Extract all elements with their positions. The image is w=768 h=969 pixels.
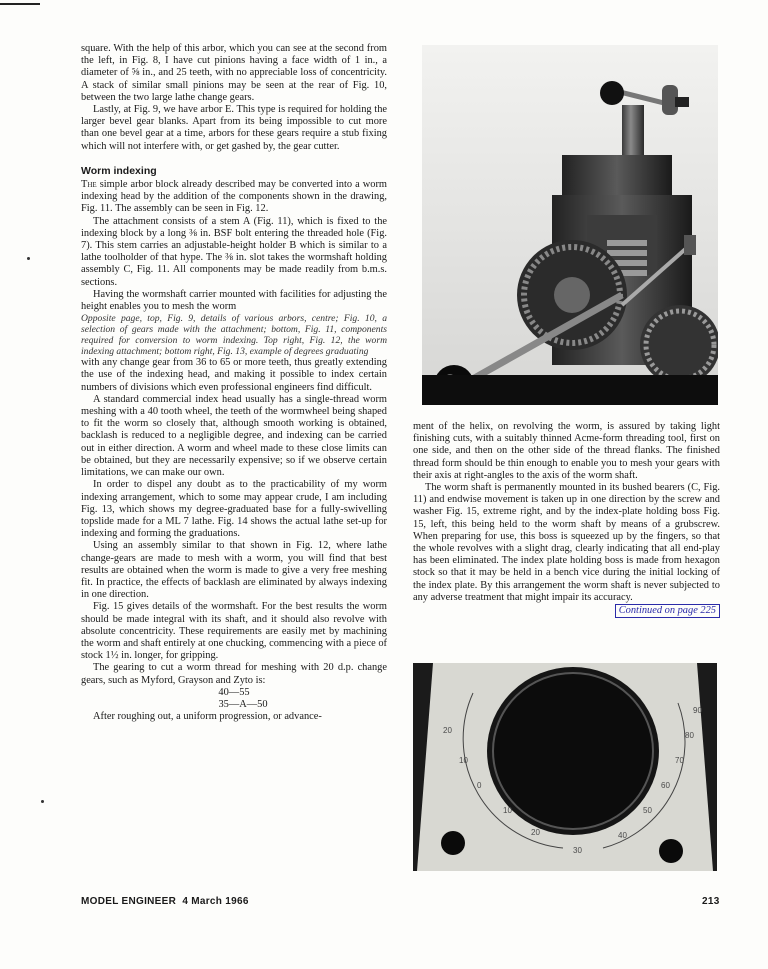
paragraph: In order to dispel any doubt as to the practicability of my worm indexing arrangement, which to some may appear crude, I am including Fig. 13, which shows my degree-graduated base for a fully-swivelling topslide made for a ML 7 lathe. Fig. 14 shows the actual lathe set-up for indexing and forming the graduations. xyxy=(81,479,387,540)
scale-label: 70 xyxy=(675,756,684,765)
paragraph: A standard commercial index head usually has a single-thread worm meshing with a 40 tooth wheel, the teeth of the wormwheel being shaped to fit the worm so closely that, although smooth working is obtained, backlash is reduced to a negligible degree, and indexing can be carried out in either direction. A worm and wheel made to these close limits can be obtained, but they are necessarily expensive; so if we observe certain limitations, we can make our own. xyxy=(81,393,387,479)
gear-train-line-2: 35—A—50 xyxy=(218,698,268,710)
paragraph: Lastly, at Fig. 9, we have arbor E. This type is required for holding the larger bevel gear blanks. Apart from its being impossible to cut more than one bevel gear at a time, arbors for these gears require a stub fixing which will not interfere with, or get gashed by, the gear cutter. xyxy=(81,104,387,152)
scale-label: 10 xyxy=(503,806,512,815)
paragraph: The worm shaft is permanently mounted in its bushed bearers (C, Fig. 11) and endwise movement is taken up in one direction by the screw and washer Fig. 15, extreme right, and by the index-plate holding boss Fig. 15, left, this being held to the worm shaft by means of a grubscrew. When preparing for use, this boss is squeezed up by the fingers, so that the whole revolves with a slight drag, clearly indicating that all end-play has been eliminated. The index plate holding boss is made from hexagon stock so that it may be held in a bench vice during the initial locking of the index plate. By this arrangement the worm shaft is never subjected to any adverse treatment that might impair its accuracy. xyxy=(413,482,720,603)
paragraph: The attachment consists of a stem A (Fig. 11), which is fixed to the indexing block by a long ⅜ in. BSF bolt entering the threaded hole (Fig. 7). This stem carries an adjustable-height holder B which is similar to a lathe toolholder of that hype. The ⅜ in. slot takes the wormshaft holding assembly C, Fig. 11. All components may be made readily from b.m.s. sections. xyxy=(81,215,387,288)
issue-date: 4 March 1966 xyxy=(182,896,249,907)
paragraph: Having the wormshaft carrier mounted with facilities for adjusting the height enables you to mesh the worm xyxy=(81,288,387,313)
scale-label: 20 xyxy=(443,726,452,735)
paragraph: Using an assembly similar to that shown in Fig. 12, where lathe change-gears are made to mesh with a worm, you will find that best results are obtained when the worm is made to give a very free meshing fit. In practice, the effects of backlash are eliminated by always indexing in one direction. xyxy=(81,540,387,601)
section-heading: Worm indexing xyxy=(81,164,157,177)
scale-label: 10 xyxy=(459,756,468,765)
page-number: 213 xyxy=(702,896,720,907)
left-column xyxy=(81,43,387,723)
magazine-name: MODEL ENGINEER xyxy=(81,896,177,907)
dropcap-word: The xyxy=(81,179,97,191)
attachment-illustration xyxy=(422,45,718,405)
paragraph: Fig. 15 gives details of the wormshaft. For the best results the worm should be made integral with its shaft, and it should also revolve with absolute concentricity. These requirements are easily met by machining the worm and shaft entirely at one chucking, commencing with a piece of stock 1½ in. longer, for gripping. xyxy=(81,601,387,662)
margin-dot xyxy=(27,257,30,260)
continued-link[interactable]: Continued on page 225 xyxy=(615,604,720,618)
paragraph: The simple arbor block already described may be converted into a worm indexing head by the addition of the components shown in the drawing, Fig. 11. The assembly can be seen in Fig. 12. xyxy=(81,179,387,215)
graduated-plate-illustration xyxy=(413,663,717,871)
margin-dot xyxy=(41,800,44,803)
degree-graduation-photo xyxy=(413,663,717,871)
gear-train-line-1: 40—55 xyxy=(218,686,250,698)
right-column xyxy=(413,421,720,618)
scale-label: 60 xyxy=(661,781,670,790)
footer-masthead xyxy=(81,896,249,907)
scale-label: 0 xyxy=(477,781,482,790)
paragraph: with any change gear from 36 to 65 or more teeth, thus greatly extending the use of the indexing head, and making it possible to index certain numbers of divisions which even professional engineers find difficult. xyxy=(81,357,387,393)
worm-indexing-attachment-photo xyxy=(422,45,718,405)
paragraph: After roughing out, a uniform progression, or advance- xyxy=(93,710,322,722)
paragraph: square. With the help of this arbor, which you can see at the second from the left, in Fig. 8, I have cut pinions having a face width of 1 in., a diameter of ⅝ in., and 25 teeth, with no appreciable loss of concentricity. A stack of similar small pinions may be seen at the rear of Fig. 10, between the two large lathe change gears. xyxy=(81,43,387,103)
scale-label: 40 xyxy=(618,831,627,840)
paragraph: ment of the helix, on revolving the worm, is assured by taking light finishing cuts, with a suitably thinned Acme-form threading tool, first on one side, and then on the other side of the thread flanks. The finished thread form should be thin enough to enable you to mesh your gears with their axis at right-angles to the axis of the worm shaft. xyxy=(413,421,720,481)
corner-rule xyxy=(0,3,40,5)
scale-label: 80 xyxy=(685,731,694,740)
scale-label: 30 xyxy=(573,846,582,855)
scale-label: 50 xyxy=(643,806,652,815)
figure-caption: Opposite page, top, Fig. 9, details of various arbors, centre; Fig. 10, a selection of gears made with the attachment; bottom, Fig. 11, components required for conversion to worm indexing. Top right, Fig. 12, the worm indexing attachment; bottom right, Fig. 13, example of degrees graduating xyxy=(81,313,387,358)
scale-label: 90 xyxy=(693,706,702,715)
paragraph: The gearing to cut a worm thread for meshing with 20 d.p. change gears, such as Myford, Grayson and Zyto is: xyxy=(81,662,387,686)
scale-label: 20 xyxy=(531,828,540,837)
